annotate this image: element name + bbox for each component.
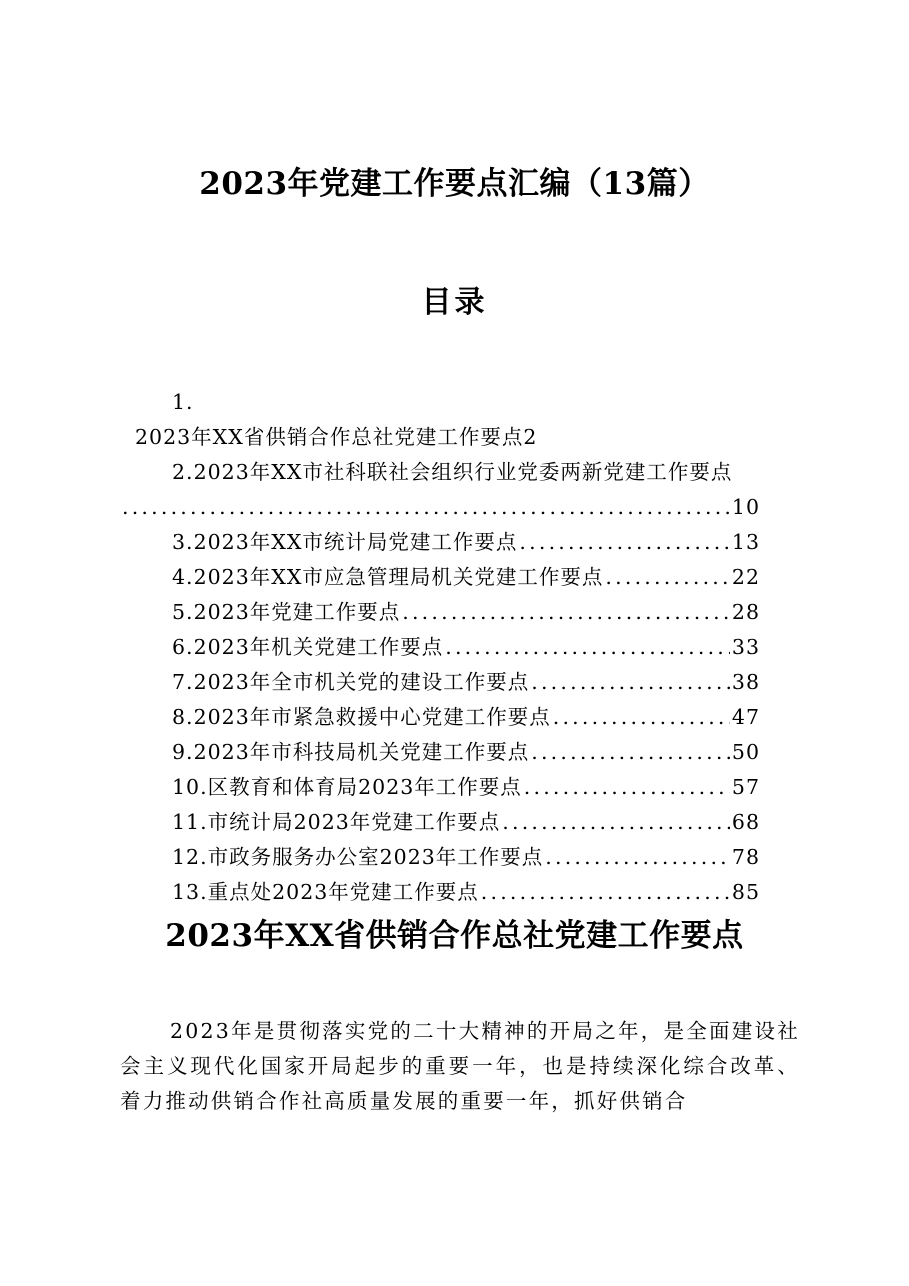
toc-entry-11[interactable] xyxy=(120,805,760,840)
toc-entry-page: 57 xyxy=(731,775,760,799)
toc-entry-7[interactable] xyxy=(120,665,760,700)
toc-entry-2[interactable] xyxy=(120,455,760,490)
toc-entry-title: 市政务服务办公室2023年工作要点 xyxy=(207,845,544,869)
toc-entry-title: 2023年XX市社科联社会组织行业党委两新党建工作要点 xyxy=(193,460,733,484)
toc-leader-dots xyxy=(402,595,730,630)
toc-entry-10[interactable] xyxy=(120,770,760,805)
toc-entry-title: 2023年党建工作要点 xyxy=(193,600,401,624)
toc-entry-page: 47 xyxy=(731,705,760,729)
toc-entry-number: 3. xyxy=(172,530,194,554)
toc-entry-number: 8. xyxy=(172,705,194,729)
toc-leader-dots xyxy=(502,805,730,840)
toc-entry-8[interactable] xyxy=(120,700,760,735)
toc-entry-number: 12. xyxy=(172,845,208,869)
toc-leader-dots xyxy=(481,875,730,910)
toc-entry-5[interactable] xyxy=(120,595,760,630)
toc-entry-title: 区教育和体育局2023年工作要点 xyxy=(207,775,522,799)
toc-entry-page: 13 xyxy=(731,530,760,554)
toc-heading: 目录 xyxy=(421,285,488,320)
toc-entry-3[interactable] xyxy=(120,525,760,560)
toc-entry-number: 1. xyxy=(172,390,194,414)
toc-entry-1-number-line[interactable] xyxy=(120,385,760,420)
toc-entry-page: 33 xyxy=(731,635,760,659)
toc-entry-page: 22 xyxy=(731,565,760,589)
toc-entry-number: 6. xyxy=(172,635,194,659)
section-title: 2023年XX省供销合作总社党建工作要点 xyxy=(165,918,744,954)
document-title: 2023年党建工作要点汇编（13篇） xyxy=(199,166,710,202)
toc-entry-12[interactable] xyxy=(120,840,760,875)
toc-entry-1[interactable] xyxy=(120,420,760,455)
toc-entry-title: 市统计局2023年党建工作要点 xyxy=(207,810,501,834)
toc-entry-4[interactable] xyxy=(120,560,760,595)
toc-leader-dots xyxy=(531,735,730,770)
toc-entry-page: 50 xyxy=(731,740,760,764)
toc-leader-dots xyxy=(545,840,730,875)
toc-entry-title: 2023年全市机关党的建设工作要点 xyxy=(193,670,530,694)
toc-entry-number: 7. xyxy=(172,670,194,694)
toc-entry-number: 4. xyxy=(172,565,194,589)
toc-leader-dots xyxy=(605,560,729,595)
body-paragraph: 2023年是贯彻落实党的二十大精神的开局之年，是全面建设社会主义现代化国家开局起步的重要一年，也是持续深化综合改革、着力推动供销合作社高质量发展的重要一年，抓好供销合 xyxy=(120,1019,800,1113)
toc-entry-9[interactable] xyxy=(120,735,760,770)
toc-leader-dots xyxy=(122,490,730,525)
table-of-contents xyxy=(120,385,760,910)
toc-entry-title: 2023年XX市应急管理局机关党建工作要点 xyxy=(193,565,604,589)
toc-entry-number: 9. xyxy=(172,740,194,764)
toc-entry-number: 2. xyxy=(172,460,194,484)
toc-entry-title: 2023年XX省供销合作总社党建工作要点 xyxy=(135,425,524,449)
toc-entry-2-leader-line[interactable] xyxy=(120,490,760,525)
toc-entry-title: 重点处2023年党建工作要点 xyxy=(207,880,479,904)
toc-entry-page: 68 xyxy=(731,810,760,834)
toc-entry-page: 10 xyxy=(731,495,760,519)
toc-leader-dots xyxy=(519,525,729,560)
toc-entry-page: 38 xyxy=(731,670,760,694)
toc-entry-number: 13. xyxy=(172,880,208,904)
toc-entry-title: 2023年市科技局机关党建工作要点 xyxy=(193,740,530,764)
toc-leader-dots xyxy=(524,770,730,805)
toc-entry-number: 10. xyxy=(172,775,208,799)
toc-entry-title: 2023年市紧急救援中心党建工作要点 xyxy=(193,705,551,729)
toc-entry-number: 5. xyxy=(172,600,194,624)
toc-entry-title: 2023年XX市统计局党建工作要点 xyxy=(193,530,518,554)
toc-entry-13[interactable] xyxy=(120,875,760,910)
toc-leader-dots xyxy=(531,665,730,700)
toc-entry-6[interactable] xyxy=(120,630,760,665)
toc-entry-title: 2023年机关党建工作要点 xyxy=(193,635,444,659)
toc-leader-dots xyxy=(553,700,730,735)
toc-entry-page: 2 xyxy=(523,425,538,449)
toc-entry-page: 78 xyxy=(731,845,760,869)
toc-entry-page: 28 xyxy=(731,600,760,624)
toc-leader-dots xyxy=(445,630,730,665)
toc-entry-number: 11. xyxy=(172,810,208,834)
toc-entry-page: 85 xyxy=(731,880,760,904)
